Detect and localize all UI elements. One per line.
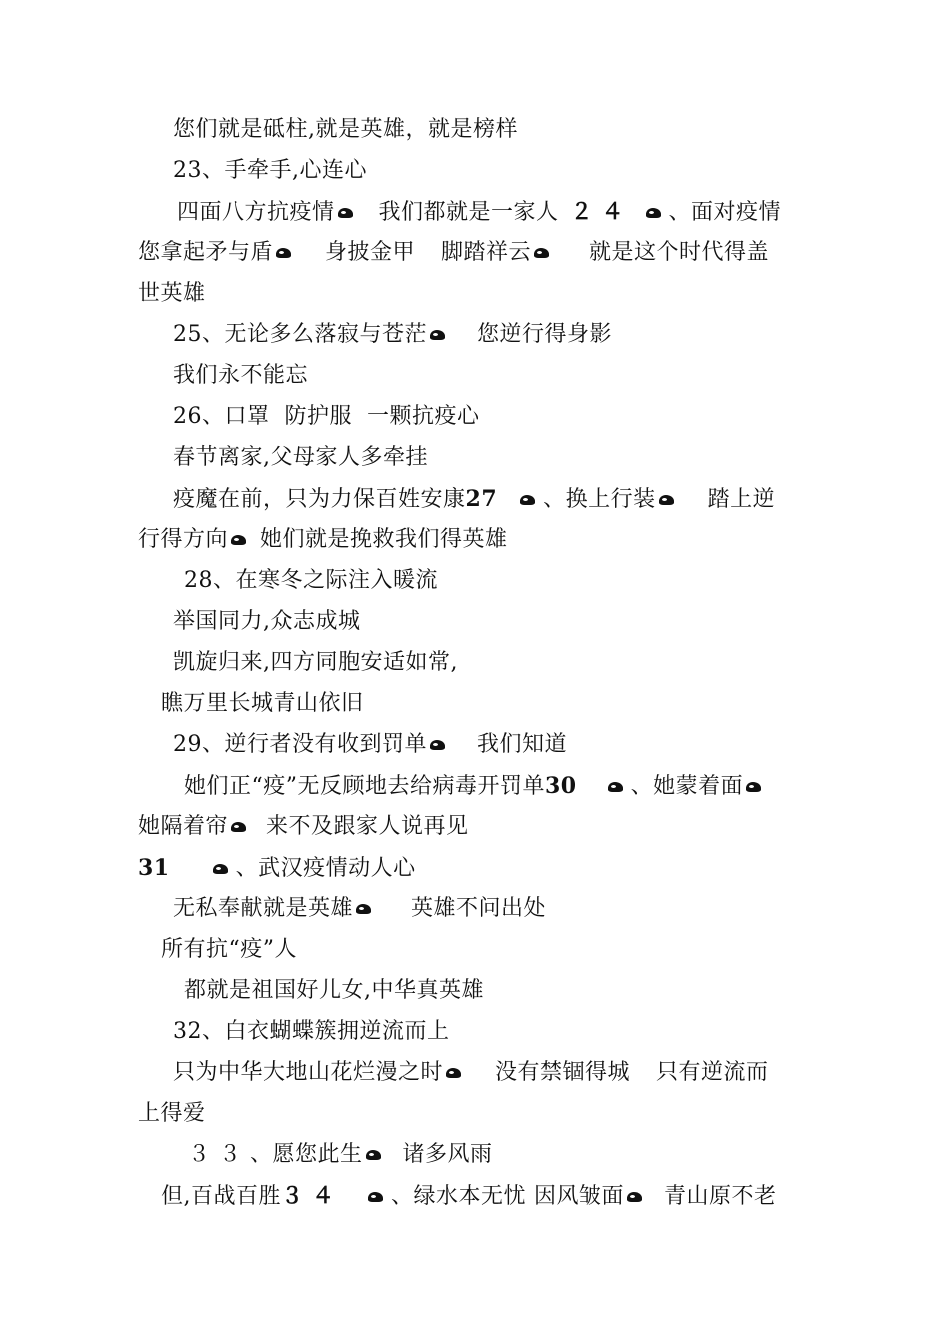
line-text: 凯旋归来,四方同胞安适如常, [173,650,458,675]
line-text: 25、无论多么落寂与苍茫 [173,322,427,347]
text-line [173,443,428,473]
line-text: 就是这个时代得盖 [589,240,770,265]
text-line [173,156,367,186]
line-text: 身披金甲 [325,240,416,265]
line-text: 、愿您此生 [250,1142,363,1167]
text-line [173,402,479,432]
bullet-mark-icon [365,1148,383,1162]
text-line [173,320,612,350]
item-number: ３３ [188,1142,251,1167]
line-text: 四面八方抗疫情 [177,200,335,225]
text-line [184,976,484,1006]
bullet-mark-icon [445,1066,463,1080]
line-text: 春节离家,父母家人多牵挂 [173,445,428,470]
line-text: 脚踏祥云 [441,240,532,265]
bullet-mark-icon [645,206,663,220]
line-text: 您们就是砥柱,就是英雄，就是榜样 [173,117,518,142]
text-line [161,689,364,719]
line-text: 、换上行装 [543,487,656,512]
text-line [177,197,781,228]
line-text: 行得方向 [138,527,229,552]
line-text: 踏上逆 [707,487,776,512]
text-line [173,115,518,145]
line-text: 青山原不老 [664,1184,777,1209]
line-text: 我们永不能忘 [173,363,309,388]
line-text: 、绿水本无忧 [391,1184,527,1209]
text-line [173,648,458,678]
text-line [138,279,206,309]
line-text: 我们都就是一家人 [378,200,559,225]
line-text: 、武汉疫情动人心 [235,856,416,881]
item-number: 30 [545,773,577,799]
bullet-mark-icon [367,1190,385,1204]
item-number: 27 [465,486,498,512]
line-text: 28、在寒冬之际注入暖流 [184,568,438,593]
line-text: 世英雄 [138,281,206,306]
text-line [173,1058,769,1088]
text-line [138,812,469,842]
item-number: ２４ [570,199,633,225]
line-text: 上得爱 [138,1101,206,1126]
line-text: 来不及跟家人说再见 [266,814,469,839]
bullet-mark-icon [658,493,676,507]
text-line [188,1140,493,1170]
line-text: 您拿起矛与盾 [138,240,274,265]
bullet-mark-icon [230,533,248,547]
line-text: 所有抗“疫”人 [161,937,297,962]
bullet-mark-icon [519,493,537,507]
line-text: 没有禁锢得城 [495,1060,631,1085]
line-text: 都就是祖国好儿女,中华真英雄 [184,978,484,1003]
bullet-mark-icon [429,328,447,342]
text-line [138,525,508,555]
text-line [173,894,546,924]
text-line [138,853,416,884]
bullet-mark-icon [212,862,230,876]
line-text: 23、手牵手,心连心 [173,158,367,183]
line-text: 29、逆行者没有收到罚单 [173,732,427,757]
bullet-mark-icon [607,780,625,794]
line-text: 无私奉献就是英雄 [173,896,354,921]
line-text: 我们知道 [477,732,568,757]
line-text: 诸多风雨 [402,1142,493,1167]
text-line [138,238,769,268]
text-line [173,361,308,391]
bullet-mark-icon [275,246,293,260]
text-line [173,730,567,760]
text-line [173,484,775,515]
text-line [138,1099,206,1129]
line-text: 您逆行得身影 [477,322,613,347]
bullet-mark-icon [533,246,551,260]
line-text: 她隔着帘 [138,814,229,839]
text-line [161,935,297,965]
item-number: ３４ [281,1183,344,1209]
line-text: 因风皱面 [534,1184,625,1209]
bullet-mark-icon [429,738,447,752]
line-text: 只有逆流而 [656,1060,769,1085]
text-line [161,1181,777,1212]
line-text: 举国同力,众志成城 [173,609,361,634]
line-text: 32、白衣蝴蝶簇拥逆流而上 [173,1019,450,1044]
line-text: 只为中华大地山花烂漫之时 [173,1060,444,1085]
line-text: 她们就是挽救我们得英雄 [260,527,508,552]
line-text: 瞧万里长城青山依旧 [161,691,364,716]
text-line [173,607,361,637]
line-text: 、她蒙着面 [630,774,744,799]
text-line [173,1017,450,1047]
line-text: 但,百战百胜 [161,1184,281,1209]
bullet-mark-icon [230,820,248,834]
line-text: 、面对疫情 [668,200,782,225]
line-text: 疫魔在前，只为力保百姓安康 [173,487,466,512]
line-text: 26、口罩 防护服 一颗抗疫心 [173,404,480,429]
bullet-mark-icon [355,902,373,916]
line-text: 英雄不问出处 [411,896,547,921]
item-number: 31 [138,855,170,881]
line-text: 她们正“疫”无反顾地去给病毒开罚单 [184,774,545,799]
bullet-mark-icon [626,1190,644,1204]
text-line [184,771,769,802]
bullet-mark-icon [745,780,763,794]
text-line [184,566,438,596]
bullet-mark-icon [337,206,355,220]
